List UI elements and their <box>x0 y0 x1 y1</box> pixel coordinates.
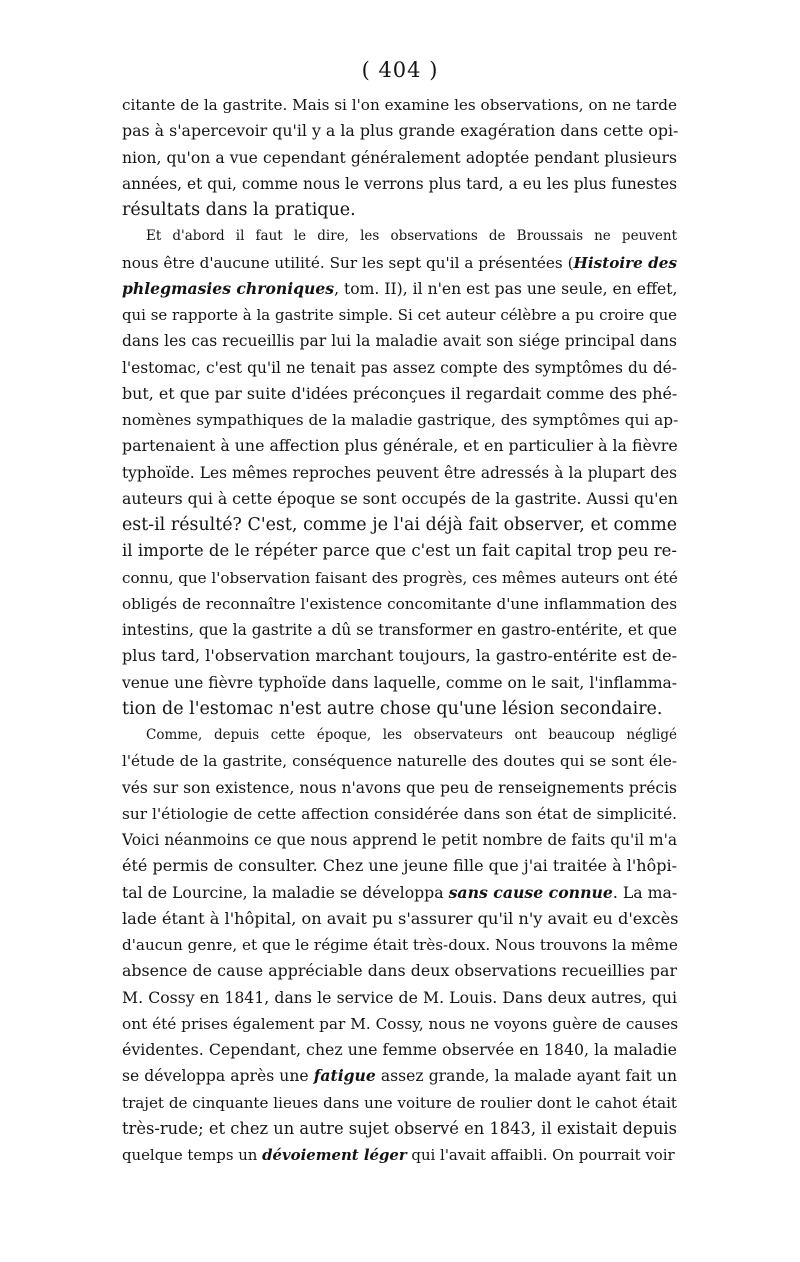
italic-text: Histoire des <box>573 253 677 272</box>
text-segment: Voici néanmoins ce que nous apprend le petit nombre de faits qu'il m'a <box>122 831 677 849</box>
text-line <box>122 1090 677 1116</box>
text-segment: obligés de reconnaître l'existence concomitante d'une inflammation des <box>122 594 677 613</box>
text-segment: M. Cossy en 1841, dans le service de M. Louis. Dans deux autres, qui <box>122 987 677 1007</box>
text-segment: venue une fièvre typhoïde dans laquelle, comme on le sait, l'inflamma- <box>122 673 677 692</box>
text-segment: qui se rapporte à la gastrite simple. Si cet auteur célèbre a pu croire que <box>122 306 677 324</box>
text-line <box>122 328 677 354</box>
text-line <box>122 433 677 459</box>
text-line <box>122 486 677 512</box>
text-segment: plus tard, l'observation marchant toujours, la gastro-entérite est de- <box>122 646 677 666</box>
text-segment: ont été prises également par M. Cossy, nous ne voyons guère de causes <box>122 1014 679 1033</box>
text-line <box>122 696 677 722</box>
text-line <box>122 1116 677 1142</box>
text-line <box>122 1037 677 1063</box>
text-segment: nous être d'aucune utilité. Sur les sept qu'il a présentées ( <box>122 253 574 272</box>
text-line <box>122 801 677 827</box>
text-line <box>122 853 677 879</box>
text-segment: Et d'abord il faut le dire, les observations de Broussais ne peuvent <box>146 228 677 245</box>
text-segment: tal de Lourcine, la maladie se développa <box>122 882 449 902</box>
text-line <box>122 722 677 748</box>
text-line <box>122 355 677 381</box>
text-line <box>122 932 677 958</box>
text-segment: d'aucun genre, et que le régime était très-doux. Nous trouvons la même <box>122 936 678 954</box>
text-line <box>122 591 677 617</box>
text-segment: qui l'avait affaibli. On pourrait voir <box>406 1146 675 1164</box>
text-segment: Comme, depuis cette époque, les observateurs ont beaucoup négligé <box>146 727 677 743</box>
text-segment: l'étude de la gastrite, conséquence naturelle des doutes qui se sont éle- <box>122 752 677 771</box>
text-line <box>122 302 677 328</box>
text-segment: dans les cas recueillis par lui la maladie avait son siége principal dans <box>122 332 677 351</box>
text-segment: pas à s'apercevoir qu'il y a la plus grande exagération dans cette opi- <box>122 121 679 141</box>
text-segment: évidentes. Cependant, chez une femme observée en 1840, la maladie <box>122 1040 677 1059</box>
text-segment: intestins, que la gastrite a dû se transformer en gastro-entérite, et que <box>122 621 677 639</box>
text-line <box>122 565 677 591</box>
text-line <box>122 407 677 433</box>
italic-text: dévoiement léger <box>262 1146 407 1164</box>
text-segment: lade étant à l'hôpital, on avait pu s'assurer qu'il n'y avait eu d'excès <box>122 908 679 928</box>
italic-text: fatigue <box>313 1066 376 1086</box>
text-line <box>122 1063 677 1089</box>
text-segment: nomènes sympathiques de la maladie gastrique, des symptômes qui ap- <box>122 411 679 429</box>
text-segment: citante de la gastrite. Mais si l'on examine les observations, on ne tarde <box>122 96 677 114</box>
page-number: ( 404 ) <box>361 58 439 82</box>
text-segment: partenaient à une affection plus générale, et en particulier à la fièvre <box>122 436 678 456</box>
text-line <box>122 958 677 984</box>
paragraph <box>122 223 677 722</box>
text-line <box>122 670 677 696</box>
paragraph <box>122 92 677 223</box>
text-segment: résultats dans la pratique. <box>122 200 356 220</box>
text-line <box>122 1011 677 1037</box>
paragraph <box>122 722 677 1168</box>
text-segment: , tom. II), il n'en est pas une seule, en effet, <box>334 279 678 298</box>
text-segment: tion de l'estomac n'est autre chose qu'une lésion secondaire. <box>122 698 663 719</box>
text-segment: but, et que par suite d'idées préconçues il regardait comme des phé- <box>122 383 678 403</box>
body-text <box>122 92 677 1168</box>
text-segment: absence de cause appréciable dans deux observations recueillies par <box>122 961 677 981</box>
text-line <box>122 1142 677 1168</box>
text-segment: sur l'étiologie de cette affection considérée dans son état de simplicité. <box>122 804 677 823</box>
text-segment: assez grande, la malade ayant fait un <box>375 1067 677 1086</box>
text-segment: auteurs qui à cette époque se sont occupés de la gastrite. Aussi qu'en <box>122 488 678 508</box>
text-segment: quelque temps un <box>122 1146 263 1164</box>
text-line <box>122 827 677 853</box>
text-segment: très-rude; et chez un autre sujet observé en 1843, il existait depuis <box>122 1118 677 1138</box>
text-line <box>122 775 677 801</box>
text-line <box>122 276 677 302</box>
text-line <box>122 197 677 223</box>
text-line <box>122 223 677 249</box>
text-line <box>122 880 677 906</box>
text-line <box>122 985 677 1011</box>
text-line <box>122 538 677 564</box>
text-segment: vés sur son existence, nous n'avons que peu de renseignements précis <box>122 778 677 797</box>
italic-text: phlegmasies chroniques <box>122 278 335 298</box>
text-segment: il importe de le répéter parce que c'est un fait capital trop peu re- <box>122 541 677 561</box>
text-segment: l'estomac, c'est qu'il ne tenait pas assez compte des symptômes du dé- <box>122 358 677 377</box>
italic-text: sans cause connue <box>448 882 613 902</box>
text-line <box>122 460 677 486</box>
text-segment: nion, qu'on a vue cependant généralement adoptée pendant plusieurs <box>122 148 677 167</box>
text-segment: connu, que l'observation faisant des progrès, ces mêmes auteurs ont été <box>122 568 678 587</box>
text-line <box>122 92 677 118</box>
text-segment: trajet de cinquante lieues dans une voiture de roulier dont le cahot était <box>122 1093 677 1112</box>
text-segment: années, et qui, comme nous le verrons plus tard, a eu les plus funestes <box>122 174 677 193</box>
text-line <box>122 381 677 407</box>
text-line <box>122 250 677 276</box>
text-segment: est-il résulté? C'est, comme je l'ai déjà fait observer, et comme <box>122 515 677 535</box>
text-line <box>122 748 677 774</box>
text-line <box>122 617 677 643</box>
text-segment: . La ma- <box>612 882 678 902</box>
text-line <box>122 118 677 144</box>
text-segment: se développa après une <box>122 1067 314 1086</box>
text-line <box>122 643 677 669</box>
text-line <box>122 171 677 197</box>
text-segment: été permis de consulter. Chez une jeune fille que j'ai traitée à l'hôpi- <box>122 856 677 876</box>
text-line <box>122 512 677 538</box>
text-line <box>122 145 677 171</box>
text-line <box>122 906 677 932</box>
text-segment: typhoïde. Les mêmes reproches peuvent être adressés à la plupart des <box>122 463 677 482</box>
